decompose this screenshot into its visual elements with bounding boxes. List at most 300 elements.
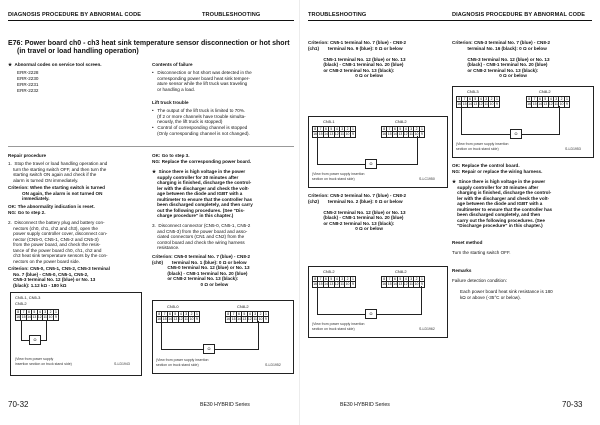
connector-pin: 9 (420, 132, 423, 137)
connector-pin: 12 (247, 317, 252, 322)
ohmmeter-icon: Ω (203, 344, 215, 354)
connector-pin: 14 (324, 132, 328, 137)
diagram-ref: S-LD1953 (565, 147, 581, 151)
connector-pin: 2 (489, 97, 494, 101)
text-line: age between the diode and IGBT with a (152, 191, 243, 196)
text-line: nector (CN5-0, CN5-1, CN5-2 and CN5-3) (8, 236, 99, 242)
header-section-title: DIAGNOSIS PROCEDURE BY ABNORMAL CODE (452, 12, 586, 18)
connector-pin: 15 (318, 282, 323, 287)
ohmmeter-icon: Ω (510, 129, 522, 139)
pin-row-bottom (312, 132, 356, 137)
text-line: CN5-0 terminal No. 12 (blue) or No. 13 (152, 265, 250, 270)
connector-pin: 11 (253, 317, 257, 322)
contents-heading: Contents of failure (152, 62, 193, 67)
connector-pins-a (312, 276, 356, 288)
connector-pin: 10 (189, 317, 194, 322)
page-number: 70-33 (562, 400, 583, 409)
remarks-detail: Each power board heat sink resistance is 180 (460, 289, 553, 294)
ohmmeter-icon: Ω (365, 309, 377, 319)
remarks-detail: kΩ or above (-35°C or below). (460, 295, 521, 300)
connector-diagram-cn5 (10, 292, 142, 376)
connector-pin: 16 (527, 102, 532, 107)
connector-pin: 14 (538, 102, 542, 107)
connector-pin: 9 (54, 315, 57, 320)
connector-pin: 7 (21, 310, 26, 314)
connector-pins-b (381, 276, 425, 288)
connector-pin: 8 (157, 312, 162, 316)
connector-pin: 12 (478, 102, 483, 107)
text-line: carry out the following procedures. (See (452, 217, 545, 223)
wire (421, 286, 422, 314)
connector-pin: 13 (242, 317, 247, 322)
ohmmeter-icon: Ω (29, 335, 41, 345)
connector-pin: 6 (237, 312, 242, 316)
connector-pin: 7 (532, 97, 537, 101)
connector-pin: 1 (351, 277, 354, 281)
connector-label: CN5-2 (323, 269, 335, 274)
connector-label: CN5-1 (323, 119, 335, 124)
connector-pin: 3 (340, 127, 345, 131)
connector-pin: 16 (457, 102, 462, 107)
connector-pin: 14 (468, 102, 472, 107)
ok-step-2: OK: Go to step 3. (152, 153, 190, 158)
connector-pin: 16 (157, 317, 162, 322)
text-line: • Control of corresponding channel is stopped (152, 125, 248, 130)
connector-label: CN5-2 (15, 301, 27, 306)
text-line: ler with the discharger and check the volt- (152, 185, 250, 191)
text-line: (ch1) terminal No. 9 (blue): 0 Ω or below (308, 45, 403, 51)
connector-label: CN8-2 (395, 269, 407, 274)
diagram-note: section on truck stand side) (156, 363, 199, 367)
connector-pin: 1 (420, 127, 423, 131)
connector-pin: 13 (398, 132, 403, 137)
text-line: CN5-1 terminal No. 12 (blue) or No. 13 (308, 56, 406, 62)
text-line: terminal No. 16 (black): 0 Ω or below (452, 45, 547, 51)
connector-label: CN8-2 (395, 119, 407, 124)
connector-label: CN5-1, CN5-3 (15, 295, 41, 300)
connector-pin: 4 (248, 312, 253, 316)
connector-pin: 3 (409, 277, 414, 281)
connector-diagram-cn5-1 (308, 116, 448, 188)
connector-pin: 3 (409, 127, 414, 131)
text-line: been discharged completely, and then carry (152, 202, 253, 207)
repair-heading: Repair procedure (8, 153, 47, 158)
connector-pin: 9 (420, 282, 423, 287)
connector-pin: 5 (398, 277, 403, 281)
connector-pin: 11 (340, 282, 344, 287)
connector-pin: 12 (403, 282, 408, 287)
series-name: BE30 HYBRID Series (200, 402, 250, 408)
connector-pin: 13 (543, 102, 548, 107)
text-line: ★ Since there is high voltage in the power (152, 169, 246, 174)
text-line: 2. Disconnect the battery plug and battery con- (8, 220, 105, 225)
remarks-text: Failure detection condition: (452, 278, 507, 283)
connector-pin: 5 (329, 127, 334, 131)
connector-pin: 16 (382, 282, 387, 287)
connector-pin: 10 (414, 282, 419, 287)
connector-pin: 2 (345, 127, 350, 131)
connector-pin: 13 (398, 282, 403, 287)
text-line: (black) - CN8-1 terminal No. 20 (blue) (308, 215, 404, 220)
connector-pin: 6 (468, 97, 473, 101)
connector-pin: 10 (345, 282, 350, 287)
connector-pin: 15 (318, 132, 323, 137)
connector-pin: 12 (548, 102, 553, 107)
text-line: CN5-2 terminal No. 12 (blue) or No. 13 (308, 209, 406, 215)
connector-pin: 2 (414, 127, 419, 131)
connector-pin: 14 (324, 282, 328, 287)
text-line: 0 Ω or below (308, 226, 383, 231)
connector-pin: 2 (258, 312, 263, 316)
connector-pin: 11 (340, 132, 344, 137)
connector-pin: 11 (409, 282, 413, 287)
connector-pin: 6 (324, 127, 329, 131)
text-line: supply controller for 30 minutes after (452, 184, 539, 190)
fault-subtitle: (in travel or load handling operation) (17, 48, 139, 55)
pin-row-bottom (15, 315, 59, 320)
header-rule (8, 20, 294, 21)
connector-pin: 15 (387, 282, 392, 287)
text-line: corresponding power board heat sink temper- (152, 75, 250, 81)
diagram-note: (View from power supply insertion (312, 172, 365, 176)
fault-title: E76: Power board ch0 - ch3 heat sink temperature sensor disconnection or hot short (8, 40, 290, 47)
diagram-note: (View from power supply insertion (456, 142, 509, 146)
connector-pin: 13 (473, 102, 478, 107)
codes-heading: ★ Abnormal codes on service tool screen. (8, 62, 102, 67)
connector-pin: 11 (484, 102, 488, 107)
text-line: control board and check the wiring harness (152, 239, 245, 245)
wire (161, 321, 162, 349)
connector-pin: 9 (351, 132, 354, 137)
series-name: BE30 HYBRID Series (340, 402, 390, 408)
code-item: ERR-2232 (17, 88, 39, 93)
text-line: charging is finished, discharge the control- (452, 190, 552, 195)
wire (461, 106, 462, 134)
connector-pin: 7 (387, 127, 392, 131)
connector-pin: 10 (414, 132, 419, 137)
reset-text: Turn the starting switch OFF. (452, 250, 511, 255)
ok-step-1: OK: The abnormality indication is reset. (8, 204, 95, 209)
connector-label: CN5-0 (167, 304, 179, 309)
text-line: Criterion: CN5-3 terminal No. 7 (blue) - CN8-2 (452, 40, 551, 45)
connector-pins-a (456, 96, 500, 108)
diagram-ref: S-LD1962 (419, 327, 435, 331)
code-item: ERR-2228 (17, 70, 39, 75)
text-line: alarm is turned ON immediately. (8, 177, 79, 183)
connector-pin: 8 (226, 312, 231, 316)
connector-pin: 6 (393, 127, 398, 131)
connector-pin: 8 (382, 127, 387, 131)
code-item: ERR-2230 (17, 76, 39, 81)
text-line: 1. Stop the travel or load handling operation and (8, 161, 108, 166)
connector-pin: 1 (54, 310, 57, 314)
connector-pin: 1 (495, 97, 498, 101)
connector-pin: 5 (398, 127, 403, 131)
text-line: or CN8-2 terminal No. 13 (black): (452, 67, 539, 73)
text-line: CN5-3 terminal No. 12 (blue) or No. 13 (452, 56, 550, 62)
connector-pin: 15 (462, 102, 467, 107)
connector-pin: 12 (334, 282, 339, 287)
header-chapter-title: TROUBLESHOOTING (202, 12, 261, 18)
pin-row-bottom (156, 317, 200, 322)
text-line: neously, the lift truck is stopped) (152, 119, 223, 124)
pin-row-bottom (456, 102, 500, 107)
text-line: • The output of the lift truck is limited to 70%. (152, 108, 246, 113)
connector-pin: 14 (393, 132, 397, 137)
ng-result: NG: Repair or replace the wiring harness. (452, 169, 543, 174)
wire (317, 286, 318, 314)
text-line: immediately. (8, 196, 50, 201)
connector-pin: 8 (313, 277, 318, 281)
connector-pin: 6 (168, 312, 173, 316)
connector-pin: 8 (313, 127, 318, 131)
connector-diagram-cn5-3 (452, 86, 594, 158)
connector-pin: 10 (48, 315, 53, 320)
text-line: Criterion: CN5-0 terminal No. 7 (blue) - CN8-2 (152, 254, 251, 259)
ohmmeter-icon: Ω (365, 159, 377, 169)
connector-pin: 5 (173, 312, 178, 316)
wire (21, 320, 22, 340)
remarks-heading: Remarks (452, 268, 472, 273)
text-line: Criterion: CN5-2 terminal No. 7 (blue) - CN8-2 (308, 193, 407, 198)
connector-pin: 5 (242, 312, 247, 316)
diagram-note: (View from power supply insertion (312, 322, 365, 326)
diagram-note: (View from power supply insertion (156, 358, 209, 362)
connector-pin: 13 (329, 282, 334, 287)
connector-pins-a (156, 311, 200, 323)
text-line: 0 Ω or below (308, 73, 383, 78)
text-line: Criterion: CN5-0, CN5-1, CN5-2, CN5-3 terminal (8, 266, 110, 271)
connector-pin: 2 (559, 97, 564, 101)
text-line: charging is finished, discharge the control- (152, 180, 252, 185)
wire (317, 136, 318, 164)
connector-pin: 8 (527, 97, 532, 101)
connector-pin: 11 (43, 315, 47, 320)
connector-pin: 6 (393, 277, 398, 281)
text-line: or CN8-2 terminal No. 13 (black): (308, 67, 395, 73)
wire (258, 321, 259, 349)
connector-pin: 16 (226, 317, 231, 322)
connector-pins-a (312, 126, 356, 138)
text-line: and CN5-3) from the power board and asso- (152, 228, 248, 234)
text-line: or handling a load. (152, 86, 195, 92)
connector-pins-b (381, 126, 425, 138)
ng-step-1: NG: Go to step 2. (8, 210, 46, 215)
connector-pin: 3 (554, 97, 559, 101)
text-line: been discharged completely, and then (452, 212, 541, 217)
connector-pin: 4 (38, 310, 43, 314)
connector-pin: 6 (27, 310, 32, 314)
text-line: (black) - CN8-1 terminal No. 20 (blue) (308, 62, 404, 67)
text-line: (ch2) terminal No. 2 (blue): 0 Ω or below (308, 198, 403, 204)
connector-label: CN5-3 (467, 89, 479, 94)
diagram-note: insertion section on truck stand side) (15, 362, 72, 366)
diagram-note: section on truck stand side) (312, 177, 355, 181)
text-line: multimeter to ensure that the controller has (152, 196, 253, 202)
right-page (300, 0, 600, 425)
connector-pin: 16 (382, 132, 387, 137)
connector-pin: 15 (162, 317, 167, 322)
connector-pin: 4 (404, 277, 409, 281)
page-number: 70-32 (8, 400, 29, 409)
connector-diagram-cn5-2 (308, 266, 448, 338)
header-rule (308, 20, 592, 21)
connector-pin: 7 (318, 277, 323, 281)
text-line: charge procedure" in this chapter.) (152, 213, 234, 218)
text-line: CN5-3 terminal No. 12 (blue) or No. 13 (8, 277, 96, 282)
pin-row-bottom (526, 102, 570, 107)
text-line: turn the starting switch OFF, and then turn the (8, 166, 107, 172)
connector-pin: 14 (27, 315, 31, 320)
text-line: multimeter to ensure that the controller has (452, 206, 553, 212)
connector-pin: 4 (179, 312, 184, 316)
wire (46, 320, 47, 340)
connector-pin: 10 (345, 132, 350, 137)
connector-pin: 16 (313, 132, 318, 137)
wire (417, 136, 418, 164)
text-line: ler with the discharger and check the volt- (452, 195, 550, 201)
connector-pin: 2 (345, 277, 350, 281)
pin-row-bottom (225, 317, 269, 322)
diagram-note: section on truck stand side) (456, 147, 499, 151)
reset-heading: Reset method (452, 240, 483, 245)
connector-pin: 9 (264, 317, 267, 322)
section-rule (8, 146, 294, 147)
connector-pin: 12 (37, 315, 42, 320)
text-line: age between the diode and IGBT with a (452, 201, 543, 206)
text-line: or CN8-2 terminal No. 13 (black): (308, 220, 395, 226)
ok-result: OK: Replace the control board. (452, 163, 520, 168)
text-line: 0 Ω or below (152, 281, 229, 287)
connector-pin: 5 (32, 310, 37, 314)
connector-pin: 6 (324, 277, 329, 281)
connector-pin: 12 (334, 132, 339, 137)
header-chapter-title: TROUBLESHOOTING (308, 12, 367, 18)
connector-pin: 15 (231, 317, 236, 322)
connector-pin: 3 (340, 277, 345, 281)
connector-pin: 9 (195, 317, 198, 322)
connector-pin: 3 (484, 97, 489, 101)
connector-pin: 8 (382, 277, 387, 281)
connector-pin: 4 (549, 97, 554, 101)
diagram-note: (View from power supply (15, 357, 54, 361)
connector-pin: 8 (457, 97, 462, 101)
connector-pin: 1 (420, 277, 423, 281)
connector-pin: 5 (473, 97, 478, 101)
text-line: ch3 heat sink temperature sensors by the con- (8, 253, 108, 258)
text-line: (Only corresponding channel is not changed). (152, 130, 250, 136)
text-line: (black) - CN8-1 terminal No. 20 (blue) (152, 270, 248, 276)
diagram-ref: S-LD1943 (114, 362, 130, 366)
connector-pins-b (526, 96, 570, 108)
lift-heading: Lift truck trouble (152, 100, 189, 105)
diagram-ref: S-LC1950 (419, 177, 435, 181)
connector-pin: 2 (189, 312, 194, 316)
diagram-note: section on truck stand side) (312, 327, 355, 331)
text-line: ature sensor while the lift truck was traveling (152, 81, 248, 86)
text-line: from the power board, and check the resis- (8, 242, 101, 247)
text-line: ★ Since there is high voltage in the power (452, 179, 546, 184)
text-line: (black): 1.12 kΩ - 180 kΩ (8, 282, 67, 288)
connector-pin: 14 (237, 317, 241, 322)
code-item: ERR-2231 (17, 82, 39, 87)
text-line: 3. Disconnect connector (CN5-0, CN5-1, CN5-2 (152, 223, 251, 228)
connector-pin: 11 (184, 317, 188, 322)
connector-pin: 7 (318, 127, 323, 131)
text-line: (If 2 or more channels have trouble simulta- (152, 113, 246, 119)
connector-pin: 3 (253, 312, 258, 316)
text-line: No. 7 (blue) - CN5-0, CN5-1, CN5-2, (8, 271, 89, 277)
connector-pin: 16 (313, 282, 318, 287)
text-line: Criterion: CN5-1 terminal No. 7 (blue) - CN8-2 (308, 40, 407, 45)
text-line: nectors (ch0, ch1, ch2 and ch3), open the (8, 225, 98, 231)
connector-pin: 7 (162, 312, 167, 316)
connector-pin: 10 (489, 102, 494, 107)
connector-pin: 2 (414, 277, 419, 281)
connector-pin: 4 (335, 277, 340, 281)
connector-pin: 12 (403, 132, 408, 137)
pin-row-bottom (381, 132, 425, 137)
pin-row-bottom (312, 282, 356, 287)
connector-pin: 7 (231, 312, 236, 316)
connector-pin: 3 (184, 312, 189, 316)
connector-pin: 9 (495, 102, 498, 107)
connector-pin: 15 (532, 102, 537, 107)
connector-pin: 14 (168, 317, 172, 322)
text-line: ciated connectors (CN1 and CN2) from the (152, 234, 245, 239)
wire (559, 106, 560, 134)
text-line: tance of the power board ch0, ch1, ch2 and (8, 247, 102, 253)
connector-pin: 12 (178, 317, 183, 322)
connector-pin: 10 (559, 102, 564, 107)
text-line: or CN8-2 terminal No. 13 (black): (152, 276, 239, 281)
connector-pins (15, 309, 59, 321)
ng-step-2: NG: Replace the corresponding power board. (152, 159, 252, 164)
text-line: out the following procedures. (See "Dis- (152, 207, 245, 213)
connector-pin: 1 (195, 312, 198, 316)
text-line: nectors on the power board side. (8, 258, 81, 264)
connector-pin: 14 (393, 282, 397, 287)
connector-pin: 5 (543, 97, 548, 101)
connector-label: CN8-2 (539, 89, 551, 94)
text-line: 0 Ω or below (452, 73, 527, 78)
connector-pin: 6 (538, 97, 543, 101)
connector-pin: 1 (351, 127, 354, 131)
text-line: starting switch ON again and check if the (8, 172, 97, 177)
connector-pin: 13 (173, 317, 178, 322)
text-line: "Discharge procedure" in this chapter.) (452, 223, 543, 228)
connector-pin: 4 (335, 127, 340, 131)
connector-pin: 11 (409, 132, 413, 137)
text-line: ON again, the alarm is not turned ON (8, 190, 103, 196)
text-line: resistance. (152, 245, 180, 250)
connector-pin: 9 (565, 102, 568, 107)
pin-row-bottom (381, 282, 425, 287)
text-line: • Disconnection or hot short was detected in the (152, 70, 252, 75)
connector-pin: 13 (329, 132, 334, 137)
connector-pin: 15 (21, 315, 26, 320)
connector-pin: 2 (48, 310, 53, 314)
text-line: supply controller for 30 minutes after (152, 174, 239, 180)
header-section-title: DIAGNOSIS PROCEDURE BY ABNORMAL CODE (8, 12, 142, 18)
text-line: (black) - CN8-1 terminal No. 20 (blue) (452, 62, 548, 67)
connector-pin: 16 (16, 315, 21, 320)
connector-pin: 9 (351, 282, 354, 287)
connector-pin: 11 (554, 102, 558, 107)
text-line: (ch0) terminal No. 1 (blue): 0 Ω or below (152, 259, 247, 265)
connector-pin: 13 (32, 315, 37, 320)
connector-label: CN8-2 (237, 304, 249, 309)
